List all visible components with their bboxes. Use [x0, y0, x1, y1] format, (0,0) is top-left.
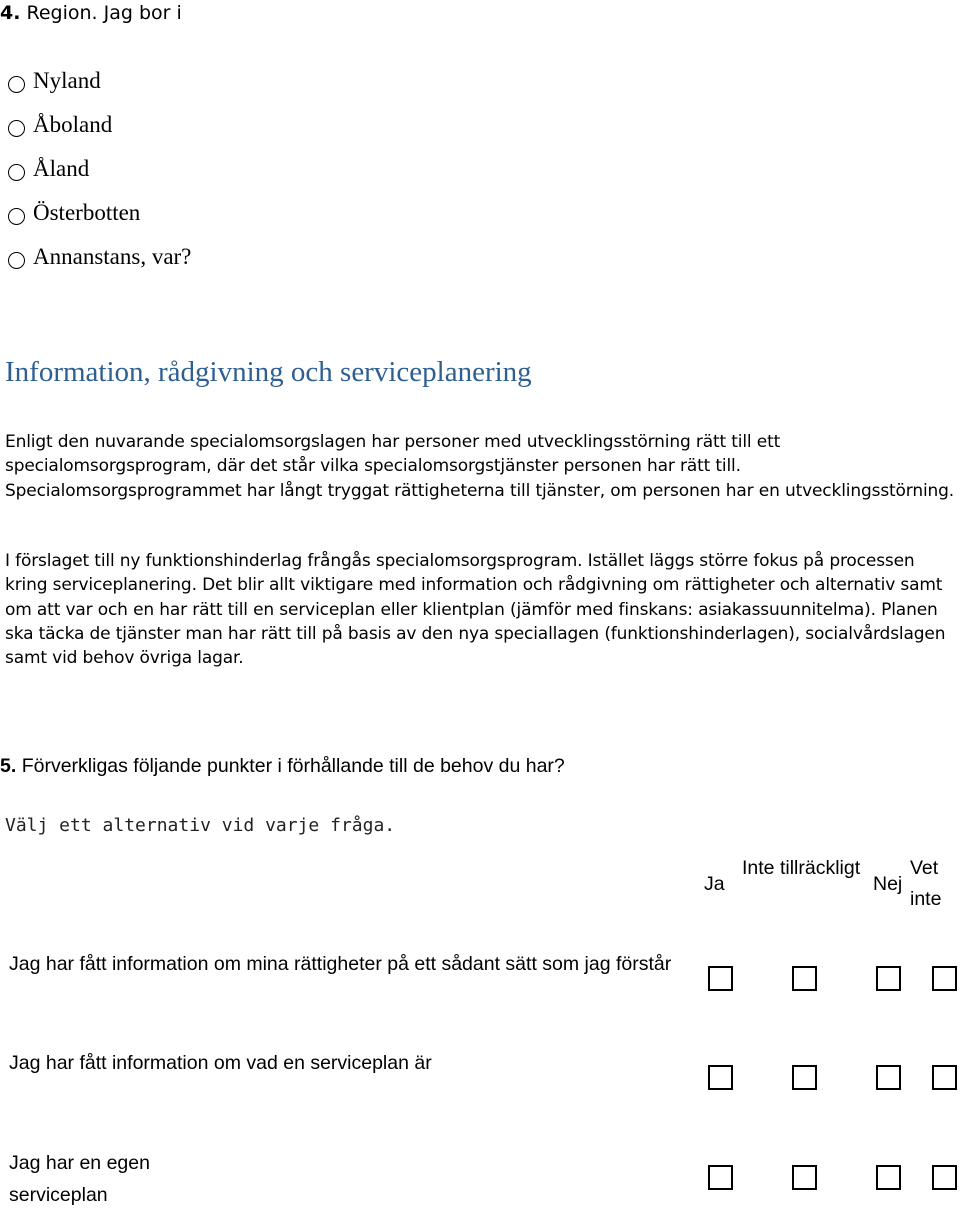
question-5-title	[0, 755, 565, 778]
checkbox-nej[interactable]	[876, 966, 901, 991]
radio-button[interactable]	[8, 120, 25, 137]
radio-button[interactable]	[8, 208, 25, 225]
question-text: Förverkligas följande punkter i förhållande till de behov du har?	[21, 755, 565, 777]
section-heading: Information, rådgivning och serviceplanering	[5, 356, 532, 388]
question-number: 4.	[0, 2, 21, 24]
radio-button[interactable]	[8, 164, 25, 181]
region-option-nyland[interactable]	[8, 66, 101, 96]
region-option-aland[interactable]	[8, 154, 89, 184]
question-row-label: Jag har en egen serviceplan	[9, 1152, 150, 1206]
info-paragraph-2: I förslaget till ny funktionshinderlag frångås specialomsorgsprogram. Istället läggs större fokus på processen kring serviceplanering. Det blir allt viktigare med information och rådgivning om rättigheter och alternativ samt om att var och en har rätt till en serviceplan eller klientplan (jämför med finskans: asiakassuunnitelma). Planen ska täcka de tjänster man har rätt till på basis av den nya speciallagen (funktionshinderlagen), socialvårdslagen samt vid behov övriga lagar.	[5, 551, 946, 669]
checkbox-vet-inte[interactable]	[932, 1065, 957, 1090]
region-option-osterbotten[interactable]	[8, 198, 140, 228]
option-label: Åland	[33, 156, 90, 181]
region-option-aboland[interactable]	[8, 110, 112, 140]
column-header-vet-inte: Vet inte	[910, 857, 942, 910]
region-option-other[interactable]	[8, 242, 191, 272]
checkbox-vet-inte[interactable]	[932, 1165, 957, 1190]
checkbox-ja[interactable]	[708, 966, 733, 991]
checkbox-vet-inte[interactable]	[932, 966, 957, 991]
option-label: Nyland	[33, 68, 101, 93]
question-row-label: Jag har fått information om vad en serviceplan är	[9, 1052, 432, 1074]
radio-button[interactable]	[8, 76, 25, 93]
checkbox-ja[interactable]	[708, 1165, 733, 1190]
question-text: Region. Jag bor i	[26, 2, 182, 24]
question-number: 5.	[0, 755, 17, 777]
checkbox-inte-tillrackligt[interactable]	[792, 1065, 817, 1090]
info-paragraph-1: Enligt den nuvarande specialomsorgslagen har personer med utvecklingsstörning rätt till ett specialomsorgsprogram, där det står vilka specialomsorgstjänster personen har rätt till. Specialomsorgsprogrammet har långt tryggat rättigheterna till tjänster, om personen har en utvecklingsstörning.	[5, 432, 955, 501]
column-header-inte-tillrackligt: Inte tillräckligt	[742, 857, 861, 879]
radio-button[interactable]	[8, 252, 25, 269]
checkbox-nej[interactable]	[876, 1165, 901, 1190]
checkbox-nej[interactable]	[876, 1065, 901, 1090]
checkbox-inte-tillrackligt[interactable]	[792, 966, 817, 991]
instruction-text: Välj ett alternativ vid varje fråga.	[5, 815, 396, 836]
column-header-ja: Ja	[704, 873, 725, 895]
checkbox-inte-tillrackligt[interactable]	[792, 1165, 817, 1190]
checkbox-ja[interactable]	[708, 1065, 733, 1090]
question-row-label: Jag har fått information om mina rättigheter på ett sådant sätt som jag förstår	[9, 953, 672, 975]
column-header-nej: Nej	[873, 873, 903, 895]
option-label: Åboland	[33, 112, 113, 137]
question-4-title	[0, 2, 182, 24]
option-label: Annanstans, var?	[33, 244, 192, 269]
option-label: Österbotten	[33, 200, 141, 225]
